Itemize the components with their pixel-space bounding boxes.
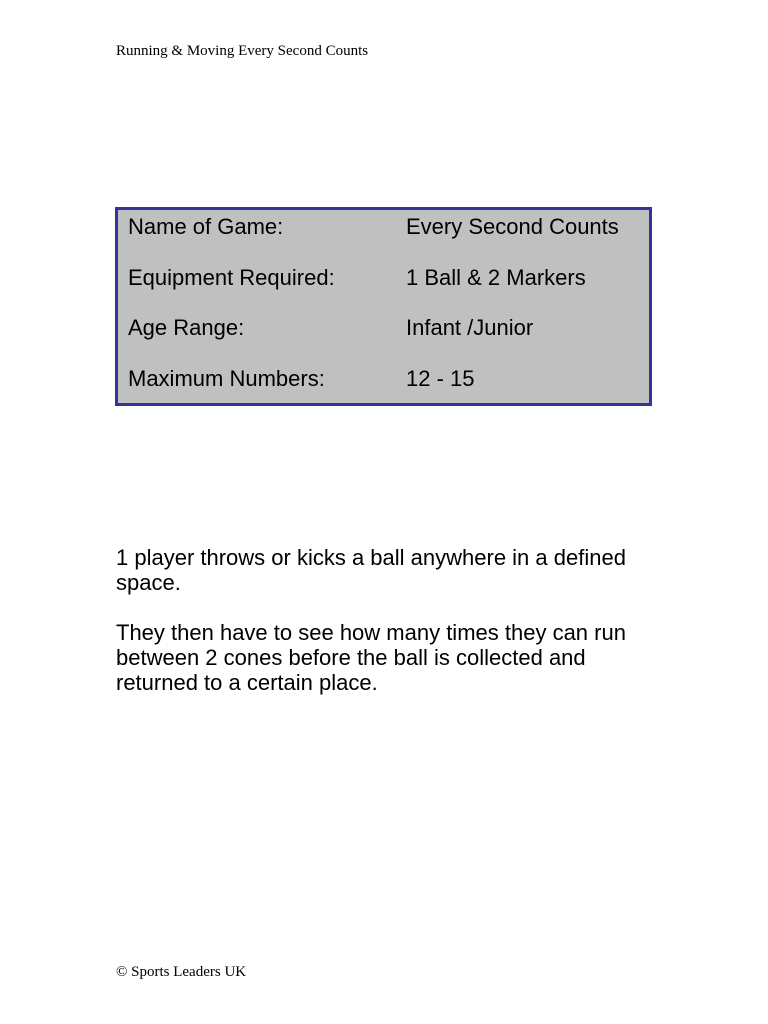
description-paragraph: They then have to see how many times they can run between 2 cones before the ball is collected and returned to a certain place. (116, 620, 626, 695)
info-label: Equipment Required: (128, 265, 335, 290)
info-value: 12 - 15 (406, 366, 475, 391)
info-label: Maximum Numbers: (128, 366, 325, 391)
info-value: 1 Ball & 2 Markers (406, 265, 586, 290)
info-label: Name of Game: (128, 214, 284, 239)
description-paragraph: 1 player throws or kicks a ball anywhere in a defined space. (116, 545, 626, 595)
page-header: Running & Moving Every Second Counts (116, 43, 369, 59)
info-label: Age Range: (128, 315, 245, 340)
info-value: Every Second Counts (406, 214, 619, 239)
info-value: Infant /Junior (406, 315, 534, 340)
game-info-table (115, 207, 652, 406)
page-footer: © Sports Leaders UK (116, 964, 247, 980)
game-description (116, 545, 661, 720)
